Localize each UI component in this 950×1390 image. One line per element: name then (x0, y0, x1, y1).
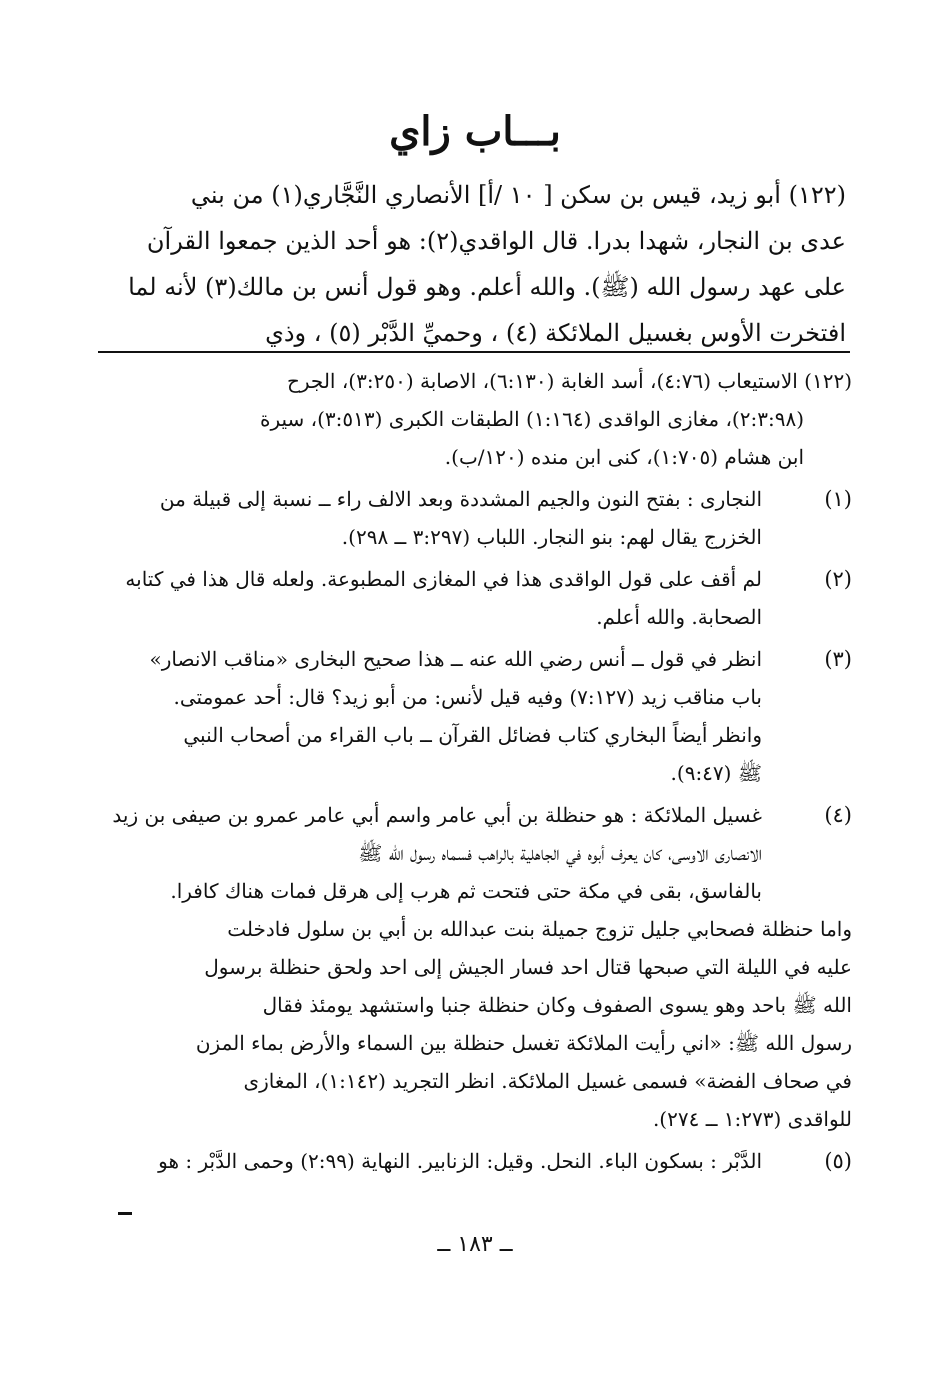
footnote-line: لم أقف على قول الواقدى هذا في المغازى المطبوعة. ولعله قال هذا في كتابه (125, 567, 762, 591)
page-number: ــ ١٨٣ ــ (437, 1232, 513, 1257)
footnote-line: عليه في الليلة التي صبحها قتال احد فسار الجيش إلى احد ولحق حنظلة برسول (204, 955, 852, 979)
footnote-line: النجارى : بفتح النون والجيم المشددة وبعد الالف راء ــ نسبة إلى قبيلة من (159, 487, 762, 511)
footnote-line: في صحاف الفضة» فسمى غسيل الملائكة. انظر التجريد (١:١٤٢)، المغازى (243, 1069, 852, 1093)
footnote-line: الانصارى الاوسى، كان يعرف أبوه في الجاهلية بالراهب فسماه رسول الله ﷺ (358, 841, 762, 865)
footnote-marker: (٢) (824, 567, 852, 591)
footnote-4 (100, 796, 852, 1138)
footnote-line: (١٢٢) الاستيعاب (٤:٧٦)، أسد الغابة (٦:١٣٠)، الاصابة (٣:٢٥٠)، الجرح (286, 369, 852, 393)
footnote-1 (100, 480, 852, 556)
footnote-line: واما حنظلة فصحابي جليل تزوج جميلة بنت عبدالله بن أبي بن سلول فادخلت (227, 917, 852, 941)
continuation-mark (118, 1212, 132, 1215)
footnote-marker: (١) (824, 487, 852, 511)
footnote-line: ابن هشام (١:٧٠٥)، كنى ابن منده (١٢٠/ب). (444, 445, 804, 469)
footnote-line: رسول الله ﷺ: «اني رأيت الملائكة تغسل حنظلة بين السماء والأرض بماء المزن (195, 1031, 852, 1055)
footnote-line: غسيل الملائكة : هو حنظلة بن أبي عامر واسم أبي عامر عمرو بن صيفى بن زيد (112, 803, 762, 827)
footnote-line: الصحابة. والله أعلم. (596, 605, 762, 629)
footnote-line: انظر في قول ــ أنس رضي الله عنه ــ هذا صحيح البخارى «مناقب الانصار» (149, 647, 762, 671)
footnote-line: باب مناقب زيد (٧:١٢٧) وفيه قيل لأنس: من أبو زيد؟ قال: أحد عمومتى. (173, 685, 762, 709)
footnote-marker: (٤) (824, 803, 852, 827)
footnote-2 (100, 560, 852, 636)
main-text-line: (١٢٢) أبو زيد، قيس بن سكن [ ١٠ /أ] الأنصاري النَّجَّاري(١) من بني (190, 181, 846, 209)
main-text (104, 172, 846, 356)
footnote-line: وانظر أيضاً البخاري كتاب فضائل القرآن ــ باب القراء من أصحاب النبي (183, 723, 762, 747)
footnote-5 (100, 1142, 852, 1180)
main-text-line: افتخرت الأوس بغسيل الملائكة (٤) ، وحميِّ الدَّبْر (٥) ، وذي (265, 319, 846, 347)
footnote-line: بالفاسق، بقى في مكة حتى فتحت ثم هرب إلى هرقل فمات هناك كافرا. (170, 879, 762, 903)
footnote-line: للواقدى (١:٢٧٣ ــ ٢٧٤). (652, 1107, 852, 1131)
footnote-line: (٢:٣:٩٨)، مغازى الواقدى (١:١٦٤) الطبقات الكبرى (٣:٥١٣)، سيرة (259, 407, 804, 431)
footnote-separator (98, 351, 850, 353)
chapter-title: بـــاب زاي (389, 108, 561, 155)
footnote-line: ﷺ (٩:٤٧). (670, 761, 762, 785)
footnote-line: الخزرج يقال لهم: بنو النجار. اللباب (٣:٢٩٧ ــ ٢٩٨). (341, 525, 762, 549)
footnote-marker: (٣) (824, 647, 852, 671)
footnotes (100, 362, 852, 1184)
footnote-line: الدَّبْر : بسكون الباء. النحل. وقيل: الزنابير. النهاية (٢:٩٩) وحمى الدَّبْر : هو (158, 1149, 762, 1173)
footnote-3 (100, 640, 852, 792)
main-text-line: عدى بن النجار، شهدا بدرا. قال الواقدي(٢): هو أحد الذين جمعوا القرآن (146, 227, 846, 255)
footnote-sources (100, 362, 852, 476)
footnote-line: الله ﷺ باحد وهو يسوى الصفوف وكان حنظلة جنبا واستشهد يومئذ فقال (262, 993, 852, 1017)
main-text-line: على عهد رسول الله (ﷺ). والله أعلم. وهو قول أنس بن مالك(٣) لأنه لما (128, 273, 846, 301)
footnote-marker: (٥) (824, 1149, 852, 1173)
footnote-4-continuation (100, 910, 852, 1138)
